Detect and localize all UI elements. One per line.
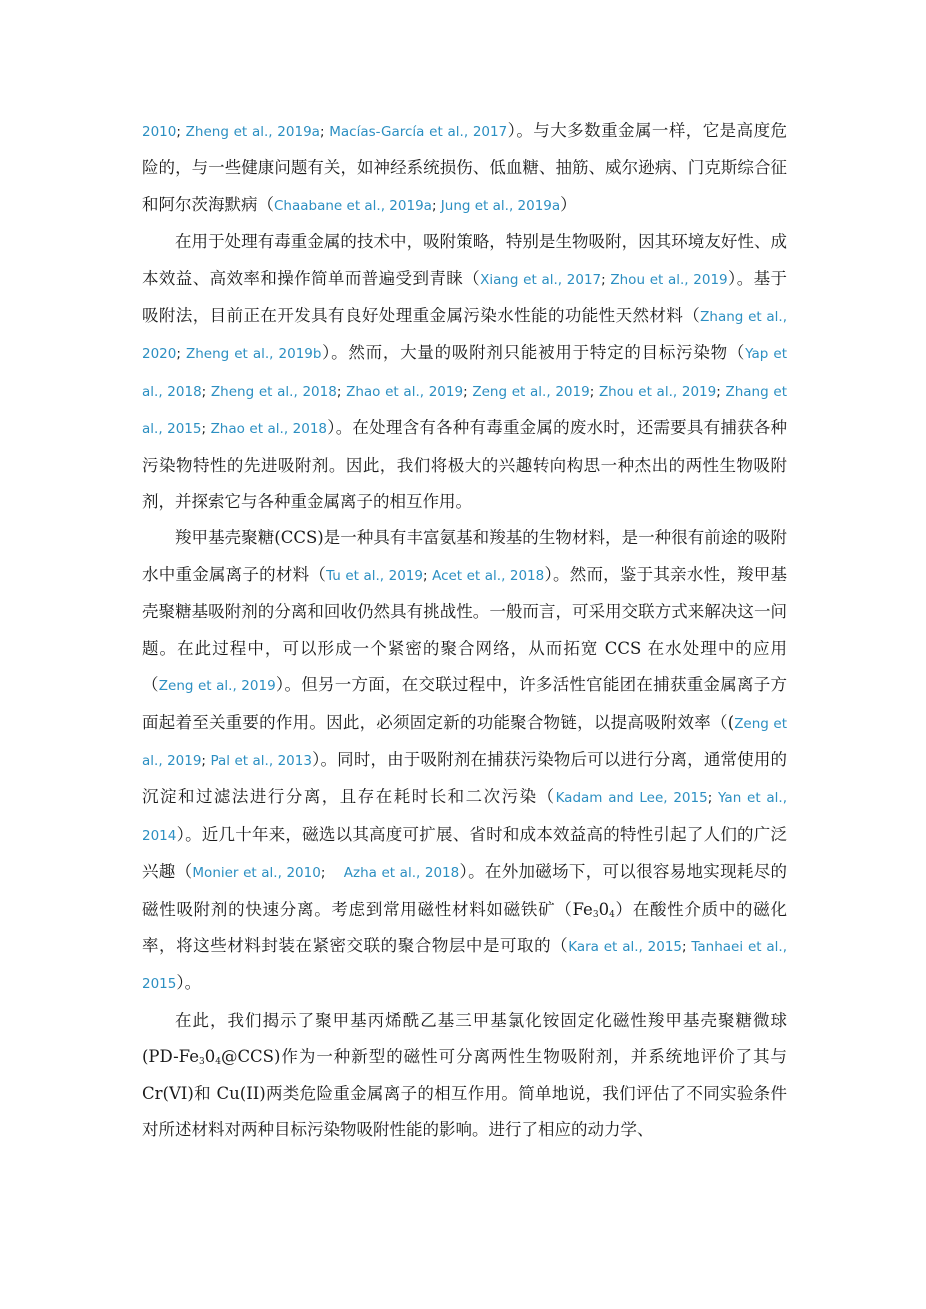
citation-link[interactable]: Zheng et al., 2019a xyxy=(185,124,320,140)
body-text-run: @CCS)作为一种新型的磁性可分离两性生物吸附剂，并系统地评价了其与 Cr(VI)和 Cu(II)两类危险重金属离子的相互作用。简单地说，我们评估了不同实验条件对所述材料对两种目标污染物吸附性能的影响。进行了相应的动力学、 xyxy=(142,1047,787,1139)
citation-link[interactable]: Azha et al., 2018 xyxy=(343,865,460,882)
citation-separator: ; xyxy=(201,383,211,400)
citation-link[interactable]: Xiang et al., 2017 xyxy=(480,271,602,288)
body-text-run: ）。同时，由于吸附剂在捕获污染物后可以进行分离，通常使用的沉淀和过滤法进行分离，且存在耗时长和二次污染（ xyxy=(142,749,787,807)
citation-separator: ; xyxy=(336,383,347,400)
citation-separator: ; xyxy=(176,124,186,140)
body-text-run: ）。然而，鉴于其亲水性，羧甲基壳聚糖基吸附剂的分离和回收仍然具有挑战性。一般而言，可采用交联方式来解决这一问题。在此过程中，可以形成一个紧密的聚合网络，从而拓宽 CCS 在水处理中的应用（ xyxy=(142,564,788,695)
body-text-run: ）。但另一方面，在交联过程中，许多活性官能团在捕获重金属离子方面起着至关重要的作用。因此，必须固定新的功能聚合物链，以提高吸附效率（( xyxy=(142,675,788,732)
citation-link[interactable]: Zeng et al., 2019 xyxy=(158,678,276,695)
body-text-run: ）。 xyxy=(176,973,202,993)
citation-link[interactable]: Tu et al., 2019 xyxy=(326,567,423,584)
body-text-run: ）。与大多数重金属一样，它是高度危险的，与一些健康问题有关，如神经系统损伤、低血糖、抽筋、威尔逊病、门克斯综合征和阿尔茨海默病（ xyxy=(142,121,788,214)
citation-separator: ; xyxy=(423,567,433,584)
paragraph xyxy=(142,113,787,224)
citation-link[interactable]: Zhang et al., 2020 xyxy=(142,309,787,363)
citation-separator: ; xyxy=(707,790,719,807)
citation-link[interactable]: Zheng et al., 2018 xyxy=(210,383,337,400)
body-text-run: ） xyxy=(560,194,577,214)
citation-separator: ; xyxy=(463,383,473,400)
citation-link[interactable]: Acet et al., 2018 xyxy=(432,567,545,584)
body-text-run: 在此，我们揭示了聚甲基丙烯酰乙基三甲基氯化铵固定化磁性羧甲基壳聚糖微球(PD-Fe xyxy=(142,1010,787,1067)
subscript: 4 xyxy=(609,909,615,920)
body-text-run: ）。近几十年来，磁选以其高度可扩展、省时和成本效益高的特性引起了人们的广泛兴趣（ xyxy=(142,824,787,882)
body-text-run: 在用于处理有毒重金属的技术中，吸附策略，特别是生物吸附，因其环境友好性、成本效益、高效率和操作简单而普遍受到青睐（ xyxy=(142,232,787,288)
citation-separator: ; xyxy=(176,346,186,363)
citation-separator: ; xyxy=(319,124,330,140)
citation-link[interactable]: Zhao et al., 2018 xyxy=(210,421,328,438)
subscript: 3 xyxy=(198,1057,205,1068)
body-text-run: 0 xyxy=(598,899,610,919)
citation-link[interactable]: Monier et al., 2010 xyxy=(192,865,321,882)
body-text-run: ）。基于吸附法，目前正在开发具有良好处理重金属污染水性能的功能性天然材料（ xyxy=(142,268,788,326)
paragraph xyxy=(142,1003,787,1149)
citation-link[interactable]: Zheng et al., 2019b xyxy=(185,346,322,363)
citation-link[interactable]: Macías-García et al., 2017 xyxy=(329,124,508,140)
citation-separator: ; xyxy=(320,865,344,882)
citation-separator: ; xyxy=(601,271,611,288)
citation-link[interactable]: Pal et al., 2013 xyxy=(210,752,312,769)
body-text-run: ）。在外加磁场下，可以很容易地实现耗尽的磁性吸附剂的快速分离。考虑到常用磁性材料如磁铁矿（Fe xyxy=(142,862,788,919)
citation-link[interactable]: Zeng et al., 2019 xyxy=(472,383,590,400)
citation-link[interactable]: Yap et al., 2018 xyxy=(142,346,787,400)
body-text-run: 羧甲基壳聚糖(CCS)是一种具有丰富氨基和羧基的生物材料，是一种很有前途的吸附水中重金属离子的材料（ xyxy=(142,528,787,584)
citation-separator: ; xyxy=(589,383,599,400)
body-text-run: 0 xyxy=(204,1047,216,1067)
citation-separator: ; xyxy=(682,938,692,955)
citation-link[interactable]: Zhang et al., 2015 xyxy=(142,383,787,438)
citation-separator: ; xyxy=(716,383,726,400)
citation-link[interactable]: 2010 xyxy=(142,124,177,140)
citation-separator: ; xyxy=(431,197,441,214)
citation-separator: ; xyxy=(201,421,211,438)
body-text-run: ）。然而，大量的吸附剂只能被用于特定的目标污染物（ xyxy=(321,343,746,363)
citation-link[interactable]: Yan et al., 2014 xyxy=(142,790,787,844)
citation-link[interactable]: Zhou et al., 2019 xyxy=(610,271,728,288)
citation-link[interactable]: Zhou et al., 2019 xyxy=(598,383,717,400)
subscript: 4 xyxy=(215,1057,221,1068)
citation-link[interactable]: Chaabane et al., 2019a xyxy=(274,197,432,214)
body-text-run: ）。在处理含有各种有毒重金属的废水时，还需要具有捕获各种污染物特性的先进吸附剂。因此，我们将极大的兴趣转向构思一种杰出的两性生物吸附剂，并探索它与各种重金属离子的相互作用。 xyxy=(142,418,788,512)
citation-link[interactable]: Kara et al., 2015 xyxy=(568,938,682,955)
citation-link[interactable]: Jung et al., 2019a xyxy=(440,197,561,214)
paragraph xyxy=(142,520,787,1002)
citation-link[interactable]: Tanhaei et al., 2015 xyxy=(142,938,787,993)
citation-separator: ; xyxy=(201,752,211,769)
subscript: 3 xyxy=(592,909,599,920)
body-text xyxy=(142,113,787,1148)
citation-link[interactable]: Zeng et al., 2019 xyxy=(142,715,787,769)
body-text-run: ）在酸性介质中的磁化率，将这些材料封装在紧密交联的聚合物层中是可取的（ xyxy=(142,899,788,955)
citation-link[interactable]: Kadam and Lee, 2015 xyxy=(555,790,708,807)
paragraph xyxy=(142,224,787,520)
citation-link[interactable]: Zhao et al., 2019 xyxy=(346,383,464,400)
